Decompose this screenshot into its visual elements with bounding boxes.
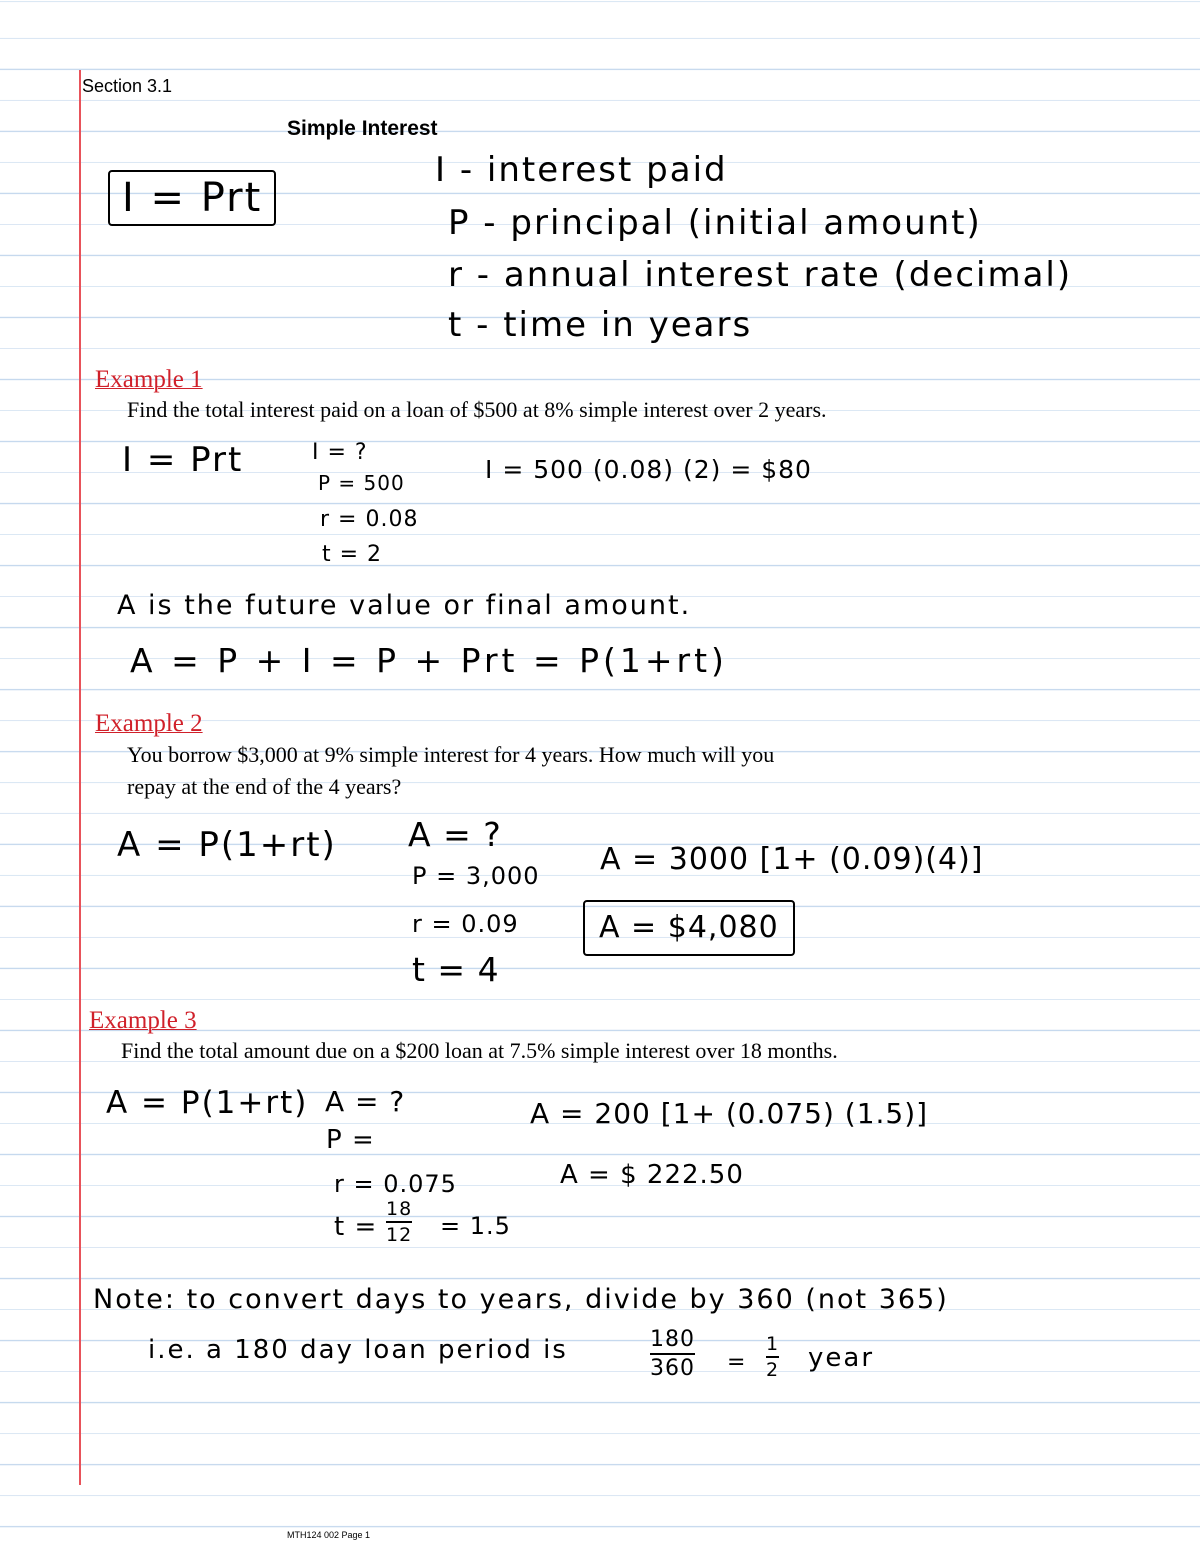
example2-heading: Example 2 [95,710,203,737]
example3-var-a: A = ? [325,1085,406,1118]
half-denominator: 2 [766,1359,780,1381]
half-fraction [766,1333,779,1381]
example2-var-a: A = ? [408,815,502,854]
boxed-formula: I = Prt [108,170,276,226]
example3-formula: A = P(1+rt) [106,1085,309,1121]
page-footer: MTH124 002 Page 1 [287,1530,371,1540]
example3-answer: A = $ 222.50 [560,1160,744,1190]
example2-formula: A = P(1+rt) [117,825,337,865]
example2-var-t: t = 4 [412,950,500,989]
example2-var-p: P = 3,000 [412,862,540,890]
example3-t-fraction [386,1198,412,1246]
page-title: Simple Interest [287,117,438,140]
fraction-bar [766,1356,779,1358]
definition-principal: P - principal (initial amount) [448,203,982,243]
definition-interest: I - interest paid [435,150,728,190]
example1-var-p: P = 500 [318,471,405,495]
example1-heading: Example 1 [95,366,203,393]
fraction-bar [386,1221,412,1223]
example1-work: I = 500 (0.08) (2) = $80 [485,455,812,484]
example3-heading: Example 3 [89,1007,197,1034]
future-value-note: A is the future value or final amount. [117,590,692,621]
example3-work: A = 200 [1+ (0.075) (1.5)] [530,1097,929,1130]
example2-problem-line1: You borrow $3,000 at 9% simple interest for 4 years. How much will you [127,742,775,767]
days-numerator: 180 [650,1327,695,1352]
example3-var-p: P = [326,1125,375,1155]
example1-formula: I = Prt [122,440,244,480]
definition-time: t - time in years [448,305,753,345]
days-unit: year [808,1343,875,1373]
margin-line [79,70,81,1485]
example1-problem: Find the total interest paid on a loan of $500 at 8% simple interest over 2 years. [127,397,827,422]
example2-var-r: r = 0.09 [412,910,519,938]
section-label: Section 3.1 [82,76,173,96]
example3-problem: Find the total amount due on a $200 loan at 7.5% simple interest over 18 months. [121,1038,838,1063]
half-numerator: 1 [766,1333,780,1355]
example2-work: A = 3000 [1+ (0.09)(4)] [600,842,984,877]
example1-var-i: I = ? [312,440,368,465]
example1-var-r: r = 0.08 [320,507,419,532]
example3-var-t-label: t = [334,1212,378,1242]
future-value-derivation: A = P + I = P + Prt = P(1+rt) [130,641,728,680]
example3-t-result: = 1.5 [440,1212,511,1240]
days-note-line1: Note: to convert days to years, divide by 360 (not 365) [93,1284,949,1315]
days-fraction [650,1327,695,1381]
example3-t-denominator: 12 [386,1224,413,1246]
example3-var-r: r = 0.075 [334,1170,457,1198]
example1-var-t: t = 2 [322,542,383,567]
fraction-bar [650,1353,695,1355]
days-denominator: 360 [650,1356,695,1381]
example3-t-numerator: 18 [386,1198,413,1220]
days-equals: = [727,1350,747,1375]
example2-answer: A = $4,080 [583,900,795,956]
example2-problem-line2: repay at the end of the 4 years? [127,774,402,799]
days-note-line2: i.e. a 180 day loan period is [148,1335,568,1365]
definition-rate: r - annual interest rate (decimal) [448,255,1073,295]
